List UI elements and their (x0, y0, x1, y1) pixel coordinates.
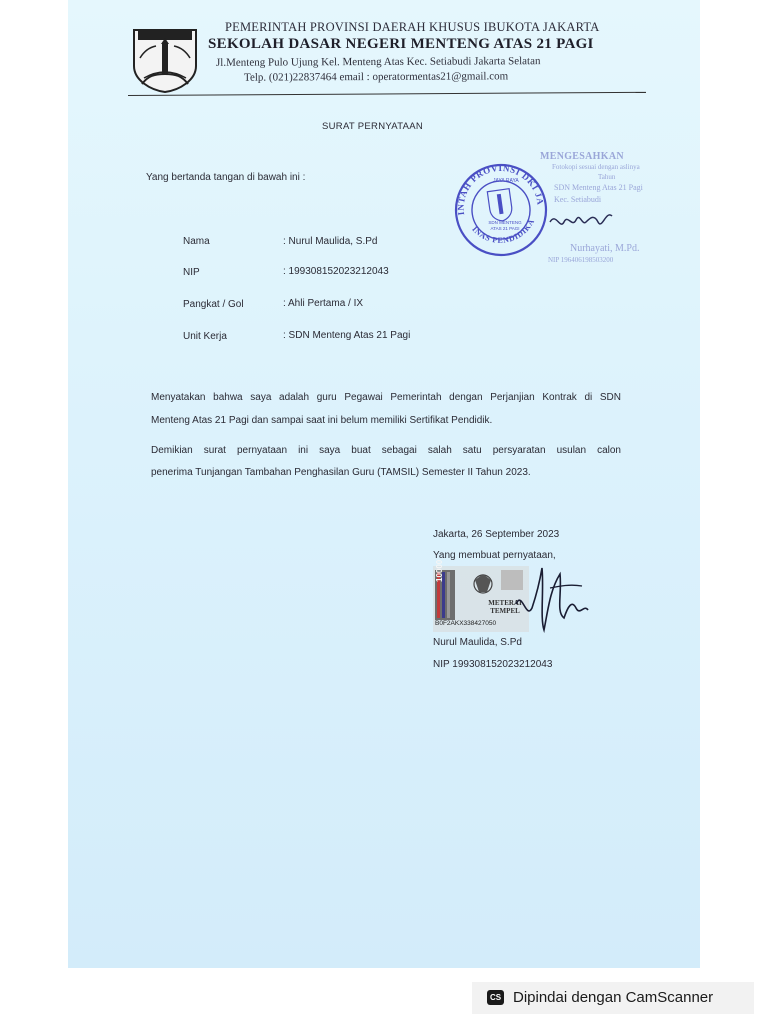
field-label-unit-kerja: Unit Kerja (183, 331, 227, 342)
letterhead-school-name: SEKOLAH DASAR NEGERI MENTENG ATAS 21 PAGI (208, 36, 594, 52)
place-date: Jakarta, 26 September 2023 (433, 529, 560, 540)
meterai-value: 10000 (435, 559, 444, 582)
camscanner-text: Dipindai dengan CamScanner (513, 989, 714, 1006)
endorse-line-1: Fotokopi sesuai dengan aslinya (552, 163, 640, 171)
letterhead-contact: Telp. (021)22837464 email : operatormentas21@gmail.com (243, 70, 509, 84)
camscanner-icon: CS (487, 990, 504, 1005)
meterai-label: METERAI TEMPEL (488, 599, 522, 615)
paragraph-2-line-1: Demikian surat pernyataan ini saya buat sebagai salah satu persyaratan usulan calon (151, 445, 621, 456)
document-page (68, 0, 700, 968)
signer-nip: NIP 199308152023212043 (433, 659, 553, 670)
endorse-name: Nurhayati, M.Pd. (570, 243, 640, 254)
jaya-raya-logo (130, 28, 200, 94)
stamp-center-text: SDN MENTENG ATAS 21 PAGI (488, 220, 522, 231)
endorse-line-4: Kec. Setiabudi (554, 195, 602, 204)
paragraph-1-line-1: Menyatakan bahwa saya adalah guru Pegawai Pemerintah dengan Perjanjian Kontrak di SDN (151, 392, 621, 403)
intro-text: Yang bertanda tangan di bawah ini : (146, 172, 306, 183)
field-label-nama: Nama (183, 236, 210, 247)
paragraph-2-line-2: penerima Tunjangan Tambahan Penghasilan Guru (TAMSIL) Semester II Tahun 2023. (151, 467, 531, 478)
endorse-line-3: SDN Menteng Atas 21 Pagi (554, 183, 643, 192)
field-value-pangkat: : Ahli Pertama / IX (283, 298, 364, 309)
svg-text:DINAS PENDIDIKAN: DINAS PENDIDIKAN (470, 217, 537, 245)
document-title: SURAT PERNYATAAN (322, 121, 424, 132)
signature-drawing (510, 560, 592, 640)
stamp-logo-text: JAYA RAYA (493, 178, 519, 184)
field-label-pangkat: Pangkat / Gol (183, 299, 244, 310)
endorse-line-2: Tahun (598, 173, 616, 181)
signer-name: Nurul Maulida, S.Pd (433, 637, 522, 648)
letterhead-government: PEMERINTAH PROVINSI DAERAH KHUSUS IBUKOTA JAKARTA (225, 20, 600, 34)
meterai-serial: B0F2AKX338427050 (435, 620, 497, 627)
endorse-nip: NIP 196406198503200 (548, 256, 614, 264)
field-value-unit-kerja: : SDN Menteng Atas 21 Pagi (283, 330, 411, 341)
made-by-label: Yang membuat pernyataan, (433, 550, 556, 561)
paragraph-1-line-2: Menteng Atas 21 Pagi dan sampai saat ini belum memiliki Sertifikat Pendidik. (151, 415, 493, 426)
field-label-nip: NIP (183, 267, 200, 278)
endorse-signature-drawing (546, 200, 618, 240)
field-value-nip: : 199308152023212043 (283, 266, 389, 277)
camscanner-watermark (472, 982, 754, 1014)
endorse-title: MENGESAHKAN (540, 151, 624, 162)
svg-text:PEMERINTAH PROVINSI DKI JAKART: PEMERINTAH PROVINSI DKI JAKARTA (455, 162, 546, 216)
letterhead-address: Jl.Menteng Pulo Ujung Kel. Menteng Atas Kec. Setiabudi Jakarta Selatan (215, 55, 541, 69)
official-stamp (452, 148, 548, 268)
field-value-nama: : Nurul Maulida, S.Pd (283, 236, 378, 247)
